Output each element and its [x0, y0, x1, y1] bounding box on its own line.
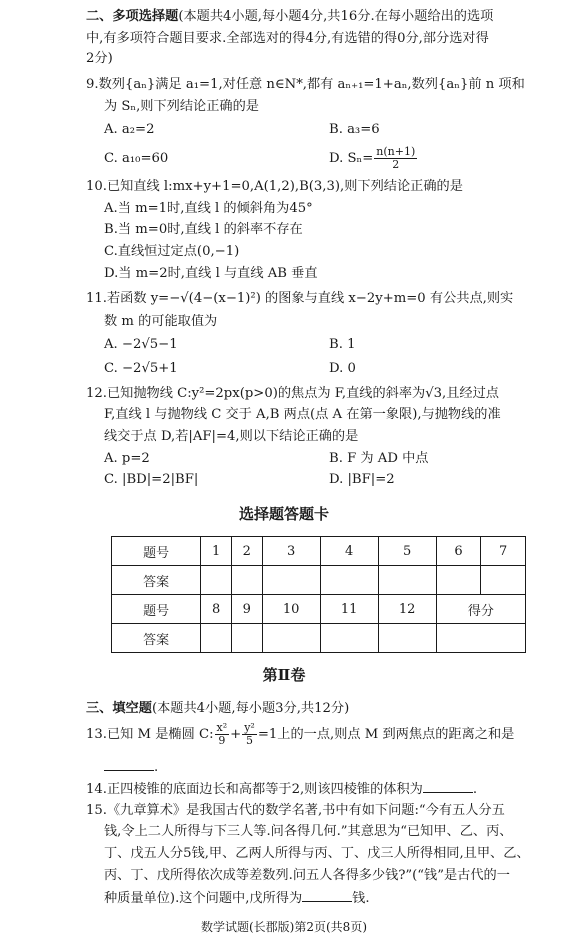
table-cell: 4 — [320, 537, 378, 566]
answer-cell[interactable] — [436, 566, 481, 595]
table-cell: 3 — [262, 537, 320, 566]
q15-line5-end: 钱. — [352, 891, 370, 906]
q13-y-denominator: 5 — [246, 734, 254, 747]
answer-cell[interactable] — [378, 566, 436, 595]
q11-stem-line2: 数 m 的可能取值为 — [104, 314, 218, 329]
answer-cell[interactable] — [201, 624, 232, 653]
q15-line2: 钱,令上二人所得与下三人等.问各得几何.”其意思为“已知甲、乙、丙、 — [104, 824, 513, 839]
section2-heading — [86, 8, 493, 26]
answer-card-table — [111, 536, 526, 653]
answer-cell[interactable] — [262, 624, 320, 653]
page-footer: 数学试题(长郡版)第2页(共8页) — [201, 920, 367, 934]
q14-text: 14.正四棱锥的底面边长和高都等于2,则该四棱锥的体积为 — [86, 782, 423, 797]
q13-x-denominator: 9 — [218, 734, 226, 747]
answer-card-row-numbers-2 — [112, 595, 526, 624]
q11-option-b: B. 1 — [329, 337, 356, 352]
table-cell: 6 — [436, 537, 481, 566]
table-cell: 2 — [231, 537, 262, 566]
q9-option-d-fraction — [374, 146, 417, 171]
answer-cell[interactable] — [231, 566, 262, 595]
answer-cell[interactable] — [231, 624, 262, 653]
q13-answer-line — [104, 758, 158, 777]
q13-answer-blank[interactable] — [104, 758, 154, 771]
q9-option-d-label: D. Sₙ= — [329, 151, 374, 166]
answer-cell[interactable] — [201, 566, 232, 595]
q9-option-d-numerator: n(n+1) — [376, 145, 416, 158]
q11-stem-line1: 11.若函数 y=−√(4−(x−1)²) 的图象与直线 x−2y+m=0 有公共点,则实 — [86, 291, 514, 306]
q10-option-c: C.直线恒过定点(0,−1) — [104, 244, 240, 259]
table-cell: 1 — [201, 537, 232, 566]
q13-y-numerator: y² — [244, 721, 255, 734]
answer-card-title: 选择题答题卡 — [238, 505, 329, 523]
table-cell: 答案 — [112, 624, 201, 653]
score-cell[interactable] — [436, 624, 525, 653]
q12-option-d: D. |BF|=2 — [329, 472, 395, 487]
table-cell: 答案 — [112, 566, 201, 595]
score-header-cell: 得分 — [436, 595, 525, 624]
q15-answer-blank[interactable] — [302, 889, 352, 902]
section2-title: 二、多项选择题 — [86, 9, 179, 24]
q9-option-c: C. a₁₀=60 — [104, 151, 169, 166]
table-cell: 8 — [201, 595, 232, 624]
table-cell: 10 — [262, 595, 320, 624]
q9-option-d — [329, 144, 418, 174]
q15-line3: 丁、戊五人分5钱,甲、乙两人所得与丙、丁、戊三人所得相同,且甲、乙、 — [104, 846, 530, 861]
q9-option-b: B. a₃=6 — [329, 122, 380, 137]
q13-x-numerator: x² — [216, 721, 228, 734]
answer-cell[interactable] — [320, 624, 378, 653]
answer-card-row-numbers-1 — [112, 537, 526, 566]
answer-cell[interactable] — [481, 566, 526, 595]
section3-instructions: (本题共4小题,每小题3分,共12分) — [151, 701, 350, 716]
table-cell: 题号 — [112, 537, 201, 566]
q11-option-a: A. −2√5−1 — [104, 337, 178, 352]
q12-option-b: B. F 为 AD 中点 — [329, 451, 429, 466]
q13-fraction-y — [242, 722, 257, 747]
q10-option-b: B.当 m=0时,直线 l 的斜率不存在 — [104, 222, 303, 237]
q13-period: . — [154, 760, 159, 775]
section3-heading — [86, 700, 349, 718]
table-cell: 9 — [231, 595, 262, 624]
q15-line1: 15.《九章算术》是我国古代的数学名著,书中有如下问题:“今有五人分五 — [86, 803, 505, 818]
q13-fraction-x — [215, 722, 230, 747]
table-cell: 7 — [481, 537, 526, 566]
section3-title: 三、填空题 — [86, 701, 152, 716]
q14-stem — [86, 780, 477, 799]
part2-title: 第Ⅱ卷 — [262, 666, 306, 684]
table-cell: 12 — [378, 595, 436, 624]
q12-stem-line1: 12.已知抛物线 C:y²=2px(p>0)的焦点为 F,直线的斜率为√3,且经过点 — [86, 386, 499, 401]
section2-instructions: (本题共4小题,每小题4分,共16分.在每小题给出的选项 — [178, 9, 494, 24]
answer-cell[interactable] — [320, 566, 378, 595]
q11-option-d: D. 0 — [329, 361, 356, 376]
q13-stem — [86, 718, 514, 752]
q12-option-a: A. p=2 — [104, 451, 150, 466]
q15-line5 — [104, 889, 370, 908]
table-cell: 5 — [378, 537, 436, 566]
q12-stem-line2: F,直线 l 与抛物线 C 交于 A,B 两点(点 A 在第一象限),与抛物线的准 — [104, 407, 501, 422]
q10-stem: 10.已知直线 l:mx+y+1=0,A(1,2),B(3,3),则下列结论正确的是 — [86, 179, 463, 194]
q9-stem-line2: 为 Sₙ,则下列结论正确的是 — [104, 99, 259, 114]
answer-cell[interactable] — [262, 566, 320, 595]
q10-option-a: A.当 m=1时,直线 l 的倾斜角为45° — [104, 201, 313, 216]
q11-option-c: C. −2√5+1 — [104, 361, 178, 376]
q12-option-c: C. |BD|=2|BF| — [104, 472, 199, 487]
q15-line5-text: 种质量单位).这个问题中,戊所得为 — [104, 891, 303, 906]
q14-answer-blank[interactable] — [423, 780, 473, 793]
q9-option-d-denominator: 2 — [392, 158, 400, 171]
q13-plus: + — [230, 727, 242, 742]
answer-cell[interactable] — [378, 624, 436, 653]
q13-text-post: =1上的一点,则点 M 到两焦点的距离之和是 — [257, 727, 515, 742]
section2-line2: 中,有多项符合题目要求.全部选对的得4分,有选错的得0分,部分选对得 — [86, 31, 489, 46]
table-cell: 11 — [320, 595, 378, 624]
table-cell: 题号 — [112, 595, 201, 624]
answer-card-row-answers-2 — [112, 624, 526, 653]
q9-stem-line1: 9.数列{aₙ}满足 a₁=1,对任意 n∈N*,都有 aₙ₊₁=1+aₙ,数列{aₙ}前 n 项和 — [86, 77, 525, 92]
q13-text-pre: 13.已知 M 是椭圆 C: — [86, 727, 214, 742]
q14-period: . — [472, 782, 478, 797]
q9-option-a: A. a₂=2 — [104, 122, 155, 137]
q12-stem-line3: 线交于点 D,若|AF|=4,则以下结论正确的是 — [104, 429, 359, 444]
q10-option-d: D.当 m=2时,直线 l 与直线 AB 垂直 — [104, 266, 318, 281]
answer-card-row-answers-1 — [112, 566, 526, 595]
section2-line3: 2分) — [86, 51, 113, 66]
q15-line4: 丙、丁、戊所得依次成等差数列.问五人各得多少钱?”(“钱”是古代的一 — [104, 868, 510, 883]
